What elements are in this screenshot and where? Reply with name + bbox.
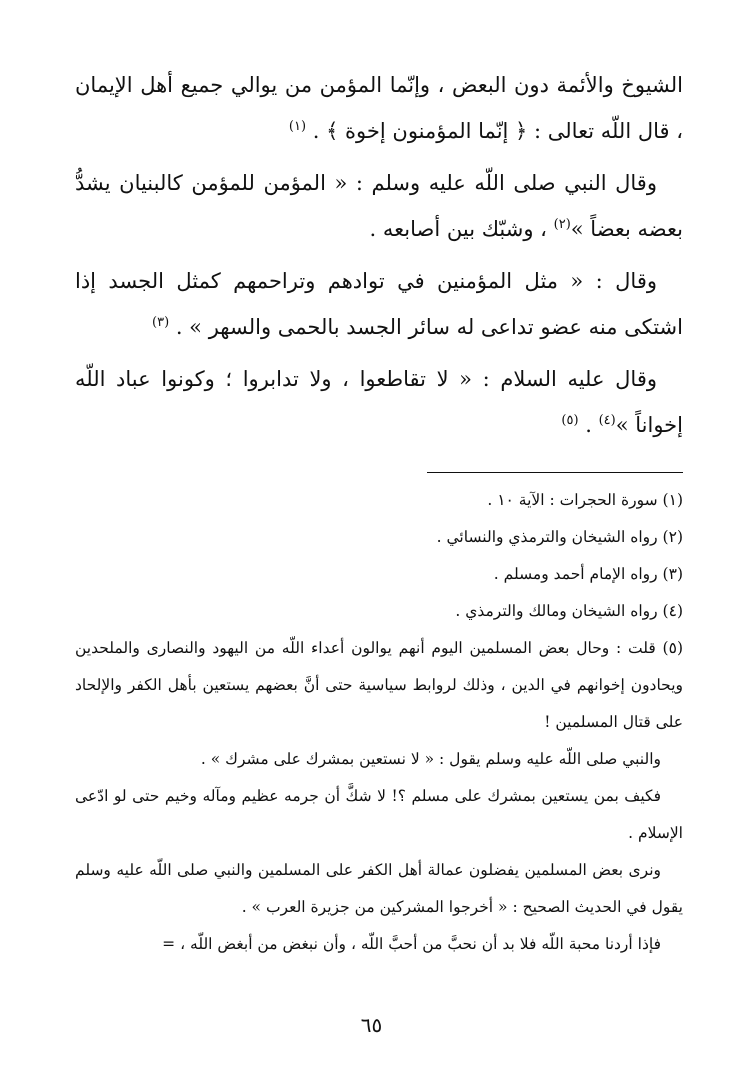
footnote-ref-5: (٥) — [561, 413, 579, 428]
footnote-5-cont-2: فكيف بمن يستعين بمشرك على مسلم ؟! لا شكَّ أن جرمه عظيم ومآله وخيم حتى لو ادّعى الإسلام . — [75, 787, 683, 842]
footnote-4: (٤) رواه الشيخان ومالك والترمذي . — [455, 602, 683, 620]
footnote-5-cont-4: فإذا أردنا محبة اللّه فلا بد أن نحبَّ من أحبَّ اللّه ، وأن نبغض من أبغض اللّه ، = — [162, 935, 661, 953]
paragraph-2: وقال النبي صلى اللّه عليه وسلم : « المؤمن للمؤمن كالبنيان يشدُّ بعضه بعضاً »$^{(٢)}$ ، وشبّك بين أصابعه . — [75, 171, 683, 241]
page-number: ٦٥ — [360, 1013, 383, 1037]
footnote-1: (١) سورة الحجرات : الآية ١٠ . — [487, 491, 683, 509]
paragraph-3: وقال : « مثل المؤمنين في توادهم وتراحمهم كمثل الجسد إذا اشتكى منه عضو تداعى له سائر الجسد بالحمى والسهر » . $^{(٣)}$ — [75, 269, 683, 339]
footnote-ref-1: (١) — [288, 119, 307, 134]
footnote-separator — [427, 472, 683, 473]
footnote-5-cont-3: ونرى بعض المسلمين يفضلون عمالة أهل الكفر على المسلمين والنبي صلى اللّه عليه وسلم يقول في الحديث الصحيح : « أخرجوا المشركين من جزيرة العرب » . — [75, 861, 683, 916]
footnote-3: (٣) رواه الإمام أحمد ومسلم . — [493, 565, 683, 583]
paragraph-1: الشيوخ والأئمة دون البعض ، وإنّما المؤمن من يوالي جميع أهل الإيمان ، قال اللّه تعالى : ﴿ إنّما المؤمنون إخوة ﴾ . $^{(١)}$ — [75, 73, 683, 143]
footnote-ref-4: (٤) — [598, 413, 616, 428]
footnote-ref-3: (٣) — [152, 315, 170, 330]
footnotes — [75, 482, 683, 963]
footnote-2: (٢) رواه الشيخان والترمذي والنسائي . — [436, 528, 683, 546]
footnote-ref-2: (٢) — [553, 217, 571, 232]
footnote-5: (٥) قلت : وحال بعض المسلمين اليوم أنهم يوالون أعداء اللّه من اليهود والنصارى والملحدين ويحادون إخوانهم في الدين ، وذلك لروابط سياسية حتى أنَّ بعضهم يستعين بأهل الكفر والإلحاد على قتال المسلمين ! — [75, 639, 683, 731]
main-text — [75, 62, 683, 454]
paragraph-4: وقال عليه السلام : « لا تقاطعوا ، ولا تدابروا ؛ وكونوا عباد اللّه إخواناً »$^{(٤)}$ . $^{(٥)}$ — [75, 367, 683, 437]
footnote-5-cont-1: والنبي صلى اللّه عليه وسلم يقول : « لا نستعين بمشرك على مشرك » . — [200, 750, 661, 768]
